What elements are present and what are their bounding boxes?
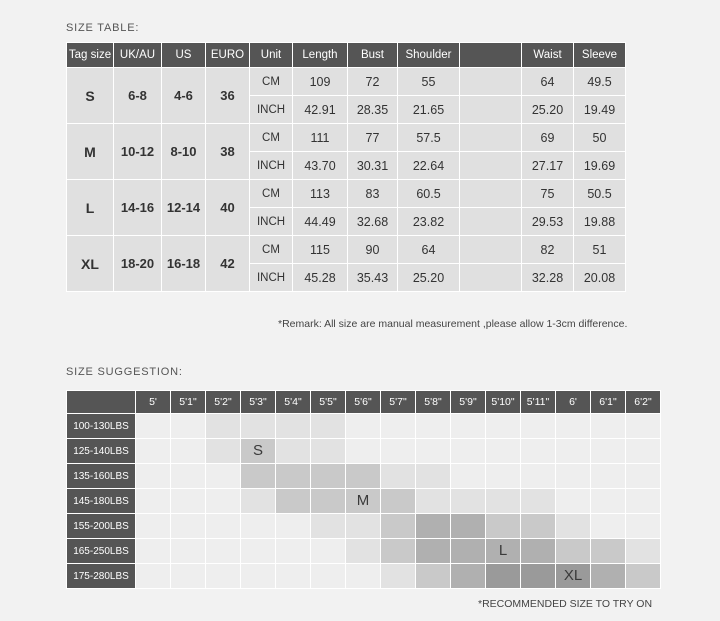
size-table xyxy=(66,42,626,292)
size-suggestion-head xyxy=(67,391,661,414)
suggestion-cell xyxy=(521,414,556,439)
suggestion-cell xyxy=(451,439,486,464)
suggestion-cell xyxy=(451,539,486,564)
cell-length: 42.91 xyxy=(293,96,348,124)
suggestion-cell xyxy=(171,464,206,489)
suggestion-cell xyxy=(276,439,311,464)
suggestion-cell xyxy=(591,489,626,514)
height-header: 5'11" xyxy=(521,391,556,414)
cell-tag-size: M xyxy=(67,124,114,180)
cell-length: 109 xyxy=(293,68,348,96)
suggestion-cell xyxy=(206,414,241,439)
measurement-remark: *Remark: All size are manual measurement ,please allow 1-3cm difference. xyxy=(278,318,628,330)
cell-unit: CM xyxy=(250,180,293,208)
suggestion-cell xyxy=(136,464,171,489)
cell-blank xyxy=(460,124,522,152)
cell-sleeve: 19.69 xyxy=(574,152,626,180)
height-header: 5'5" xyxy=(311,391,346,414)
suggestion-cell xyxy=(591,539,626,564)
suggestion-cell xyxy=(486,439,521,464)
cell-shoulder: 64 xyxy=(398,236,460,264)
cell-shoulder: 60.5 xyxy=(398,180,460,208)
suggestion-cell xyxy=(556,439,591,464)
table-row xyxy=(67,236,626,264)
suggestion-cell xyxy=(311,514,346,539)
suggestion-cell xyxy=(486,489,521,514)
suggestion-cell xyxy=(521,564,556,589)
cell-shoulder: 25.20 xyxy=(398,264,460,292)
cell-waist: 75 xyxy=(522,180,574,208)
header-waist: Waist xyxy=(522,43,574,68)
table-row xyxy=(67,68,626,96)
suggestion-cell xyxy=(346,414,381,439)
cell-sleeve: 49.5 xyxy=(574,68,626,96)
corner-cell xyxy=(67,391,136,414)
suggestion-cell xyxy=(591,464,626,489)
suggestion-cell xyxy=(556,539,591,564)
suggestion-cell xyxy=(416,539,451,564)
cell-bust: 35.43 xyxy=(348,264,398,292)
cell-uk-au: 10-12 xyxy=(114,124,162,180)
suggestion-row xyxy=(67,539,661,564)
suggestion-cell xyxy=(311,564,346,589)
suggestion-cell xyxy=(451,564,486,589)
cell-unit: CM xyxy=(250,68,293,96)
suggestion-cell xyxy=(486,539,521,564)
cell-unit: CM xyxy=(250,236,293,264)
suggestion-cell xyxy=(451,514,486,539)
cell-unit: INCH xyxy=(250,264,293,292)
cell-bust: 32.68 xyxy=(348,208,398,236)
suggestion-cell xyxy=(556,414,591,439)
cell-sleeve: 19.49 xyxy=(574,96,626,124)
suggestion-cell xyxy=(416,564,451,589)
suggestion-cell xyxy=(241,464,276,489)
suggestion-cell xyxy=(241,439,276,464)
suggestion-cell xyxy=(206,464,241,489)
suggestion-cell xyxy=(346,489,381,514)
cell-bust: 83 xyxy=(348,180,398,208)
suggestion-cell xyxy=(171,489,206,514)
cell-waist: 27.17 xyxy=(522,152,574,180)
cell-blank xyxy=(460,236,522,264)
size-suggestion-table xyxy=(66,390,661,589)
suggestion-cell xyxy=(171,414,206,439)
height-header: 6'1" xyxy=(591,391,626,414)
cell-waist: 82 xyxy=(522,236,574,264)
suggestion-cell xyxy=(276,539,311,564)
suggestion-cell xyxy=(346,539,381,564)
cell-tag-size: L xyxy=(67,180,114,236)
suggestion-cell xyxy=(206,514,241,539)
cell-waist: 32.28 xyxy=(522,264,574,292)
cell-euro: 36 xyxy=(206,68,250,124)
size-marker: S xyxy=(252,442,263,459)
size-table-header-row xyxy=(67,43,626,68)
suggestion-cell xyxy=(591,514,626,539)
table-row xyxy=(67,124,626,152)
cell-uk-au: 6-8 xyxy=(114,68,162,124)
cell-us: 8-10 xyxy=(162,124,206,180)
suggestion-cell xyxy=(241,514,276,539)
cell-bust: 77 xyxy=(348,124,398,152)
header-unit: Unit xyxy=(250,43,293,68)
suggestion-cell xyxy=(591,564,626,589)
suggestion-cell xyxy=(521,439,556,464)
suggestion-cell xyxy=(381,564,416,589)
suggestion-cell xyxy=(276,514,311,539)
suggestion-cell xyxy=(241,489,276,514)
height-header: 5'4" xyxy=(276,391,311,414)
suggestion-cell xyxy=(206,564,241,589)
cell-length: 111 xyxy=(293,124,348,152)
cell-shoulder: 22.64 xyxy=(398,152,460,180)
suggestion-row xyxy=(67,414,661,439)
size-marker: M xyxy=(356,492,370,509)
suggestion-cell xyxy=(136,414,171,439)
height-header: 5'1" xyxy=(171,391,206,414)
suggestion-row xyxy=(67,439,661,464)
cell-waist: 25.20 xyxy=(522,96,574,124)
cell-uk-au: 14-16 xyxy=(114,180,162,236)
size-marker: XL xyxy=(563,567,583,584)
cell-length: 113 xyxy=(293,180,348,208)
suggestion-cell xyxy=(521,464,556,489)
suggestion-cell xyxy=(626,539,661,564)
cell-blank xyxy=(460,68,522,96)
suggestion-cell xyxy=(556,564,591,589)
suggestion-cell xyxy=(591,414,626,439)
cell-unit: INCH xyxy=(250,96,293,124)
cell-unit: INCH xyxy=(250,208,293,236)
weight-label: 145-180LBS xyxy=(67,489,136,514)
suggestion-cell xyxy=(206,539,241,564)
size-suggestion-header-row xyxy=(67,391,661,414)
cell-waist: 29.53 xyxy=(522,208,574,236)
header-euro: EURO xyxy=(206,43,250,68)
suggestion-row xyxy=(67,489,661,514)
suggestion-cell xyxy=(626,439,661,464)
suggestion-cell xyxy=(276,564,311,589)
suggestion-cell xyxy=(556,489,591,514)
suggestion-cell xyxy=(276,414,311,439)
suggestion-row xyxy=(67,514,661,539)
suggestion-cell xyxy=(346,514,381,539)
cell-us: 16-18 xyxy=(162,236,206,292)
height-header: 5'9" xyxy=(451,391,486,414)
suggestion-cell xyxy=(416,414,451,439)
cell-unit: CM xyxy=(250,124,293,152)
suggestion-cell xyxy=(206,489,241,514)
height-header: 5' xyxy=(136,391,171,414)
suggestion-cell xyxy=(136,564,171,589)
cell-bust: 30.31 xyxy=(348,152,398,180)
suggestion-cell xyxy=(171,539,206,564)
height-header: 5'7" xyxy=(381,391,416,414)
suggestion-cell xyxy=(241,414,276,439)
cell-sleeve: 50 xyxy=(574,124,626,152)
suggestion-cell xyxy=(416,514,451,539)
suggestion-cell xyxy=(381,414,416,439)
suggestion-cell xyxy=(206,439,241,464)
suggestion-cell xyxy=(381,539,416,564)
suggestion-cell xyxy=(241,539,276,564)
height-header: 6' xyxy=(556,391,591,414)
suggestion-cell xyxy=(346,439,381,464)
height-header: 5'6" xyxy=(346,391,381,414)
suggestion-cell xyxy=(311,439,346,464)
suggestion-cell xyxy=(311,489,346,514)
size-suggestion-title: SIZE SUGGESTION: xyxy=(66,366,183,378)
header-uk-au: UK/AU xyxy=(114,43,162,68)
suggestion-row xyxy=(67,464,661,489)
header-empty xyxy=(460,43,522,68)
suggestion-cell xyxy=(521,514,556,539)
suggestion-cell xyxy=(276,489,311,514)
header-bust: Bust xyxy=(348,43,398,68)
height-header: 5'2" xyxy=(206,391,241,414)
suggestion-cell xyxy=(136,489,171,514)
cell-blank xyxy=(460,264,522,292)
cell-length: 115 xyxy=(293,236,348,264)
cell-sleeve: 51 xyxy=(574,236,626,264)
suggestion-cell xyxy=(416,464,451,489)
cell-length: 43.70 xyxy=(293,152,348,180)
cell-blank xyxy=(460,208,522,236)
suggestion-cell xyxy=(626,489,661,514)
suggestion-cell xyxy=(626,564,661,589)
cell-shoulder: 57.5 xyxy=(398,124,460,152)
suggestion-cell xyxy=(451,489,486,514)
height-header: 6'2" xyxy=(626,391,661,414)
suggestion-cell xyxy=(241,564,276,589)
cell-tag-size: S xyxy=(67,68,114,124)
cell-us: 12-14 xyxy=(162,180,206,236)
height-header: 5'8" xyxy=(416,391,451,414)
size-suggestion-body xyxy=(67,414,661,589)
suggestion-cell xyxy=(556,464,591,489)
cell-sleeve: 50.5 xyxy=(574,180,626,208)
suggestion-cell xyxy=(381,489,416,514)
header-tag-size: Tag size xyxy=(67,43,114,68)
suggestion-cell xyxy=(276,464,311,489)
suggestion-cell xyxy=(311,464,346,489)
cell-sleeve: 20.08 xyxy=(574,264,626,292)
height-header: 5'3" xyxy=(241,391,276,414)
suggestion-cell xyxy=(451,414,486,439)
suggestion-row xyxy=(67,564,661,589)
cell-shoulder: 21.65 xyxy=(398,96,460,124)
recommended-size-footnote: *RECOMMENDED SIZE TO TRY ON xyxy=(478,598,653,610)
suggestion-cell xyxy=(171,439,206,464)
size-table-container xyxy=(66,42,626,292)
suggestion-cell xyxy=(451,464,486,489)
cell-bust: 28.35 xyxy=(348,96,398,124)
weight-label: 125-140LBS xyxy=(67,439,136,464)
suggestion-cell xyxy=(311,539,346,564)
suggestion-cell xyxy=(521,489,556,514)
suggestion-cell xyxy=(136,539,171,564)
cell-waist: 64 xyxy=(522,68,574,96)
weight-label: 100-130LBS xyxy=(67,414,136,439)
cell-shoulder: 55 xyxy=(398,68,460,96)
suggestion-cell xyxy=(171,514,206,539)
header-us: US xyxy=(162,43,206,68)
suggestion-cell xyxy=(591,439,626,464)
cell-sleeve: 19.88 xyxy=(574,208,626,236)
cell-uk-au: 18-20 xyxy=(114,236,162,292)
suggestion-cell xyxy=(136,439,171,464)
size-table-head xyxy=(67,43,626,68)
height-header: 5'10" xyxy=(486,391,521,414)
suggestion-cell xyxy=(311,414,346,439)
suggestion-cell xyxy=(556,514,591,539)
weight-label: 165-250LBS xyxy=(67,539,136,564)
cell-us: 4-6 xyxy=(162,68,206,124)
cell-length: 45.28 xyxy=(293,264,348,292)
cell-bust: 72 xyxy=(348,68,398,96)
suggestion-cell xyxy=(486,414,521,439)
size-table-body xyxy=(67,68,626,292)
header-length: Length xyxy=(293,43,348,68)
suggestion-cell xyxy=(486,564,521,589)
table-row xyxy=(67,180,626,208)
cell-bust: 90 xyxy=(348,236,398,264)
cell-length: 44.49 xyxy=(293,208,348,236)
suggestion-cell xyxy=(381,464,416,489)
cell-euro: 42 xyxy=(206,236,250,292)
suggestion-cell xyxy=(486,514,521,539)
suggestion-cell xyxy=(521,539,556,564)
weight-label: 175-280LBS xyxy=(67,564,136,589)
suggestion-cell xyxy=(346,564,381,589)
suggestion-cell xyxy=(136,514,171,539)
size-marker: L xyxy=(498,542,508,559)
suggestion-cell xyxy=(381,514,416,539)
weight-label: 155-200LBS xyxy=(67,514,136,539)
cell-unit: INCH xyxy=(250,152,293,180)
suggestion-cell xyxy=(626,464,661,489)
suggestion-cell xyxy=(416,439,451,464)
cell-blank xyxy=(460,96,522,124)
cell-shoulder: 23.82 xyxy=(398,208,460,236)
suggestion-cell xyxy=(381,439,416,464)
suggestion-cell xyxy=(171,564,206,589)
weight-label: 135-160LBS xyxy=(67,464,136,489)
cell-euro: 38 xyxy=(206,124,250,180)
suggestion-cell xyxy=(346,464,381,489)
suggestion-cell xyxy=(626,414,661,439)
header-sleeve: Sleeve xyxy=(574,43,626,68)
suggestion-cell xyxy=(416,489,451,514)
header-shoulder: Shoulder xyxy=(398,43,460,68)
suggestion-cell xyxy=(626,514,661,539)
size-suggestion-container xyxy=(66,390,661,589)
cell-euro: 40 xyxy=(206,180,250,236)
cell-tag-size: XL xyxy=(67,236,114,292)
cell-blank xyxy=(460,180,522,208)
size-table-title: SIZE TABLE: xyxy=(66,22,140,34)
suggestion-cell xyxy=(486,464,521,489)
cell-waist: 69 xyxy=(522,124,574,152)
cell-blank xyxy=(460,152,522,180)
